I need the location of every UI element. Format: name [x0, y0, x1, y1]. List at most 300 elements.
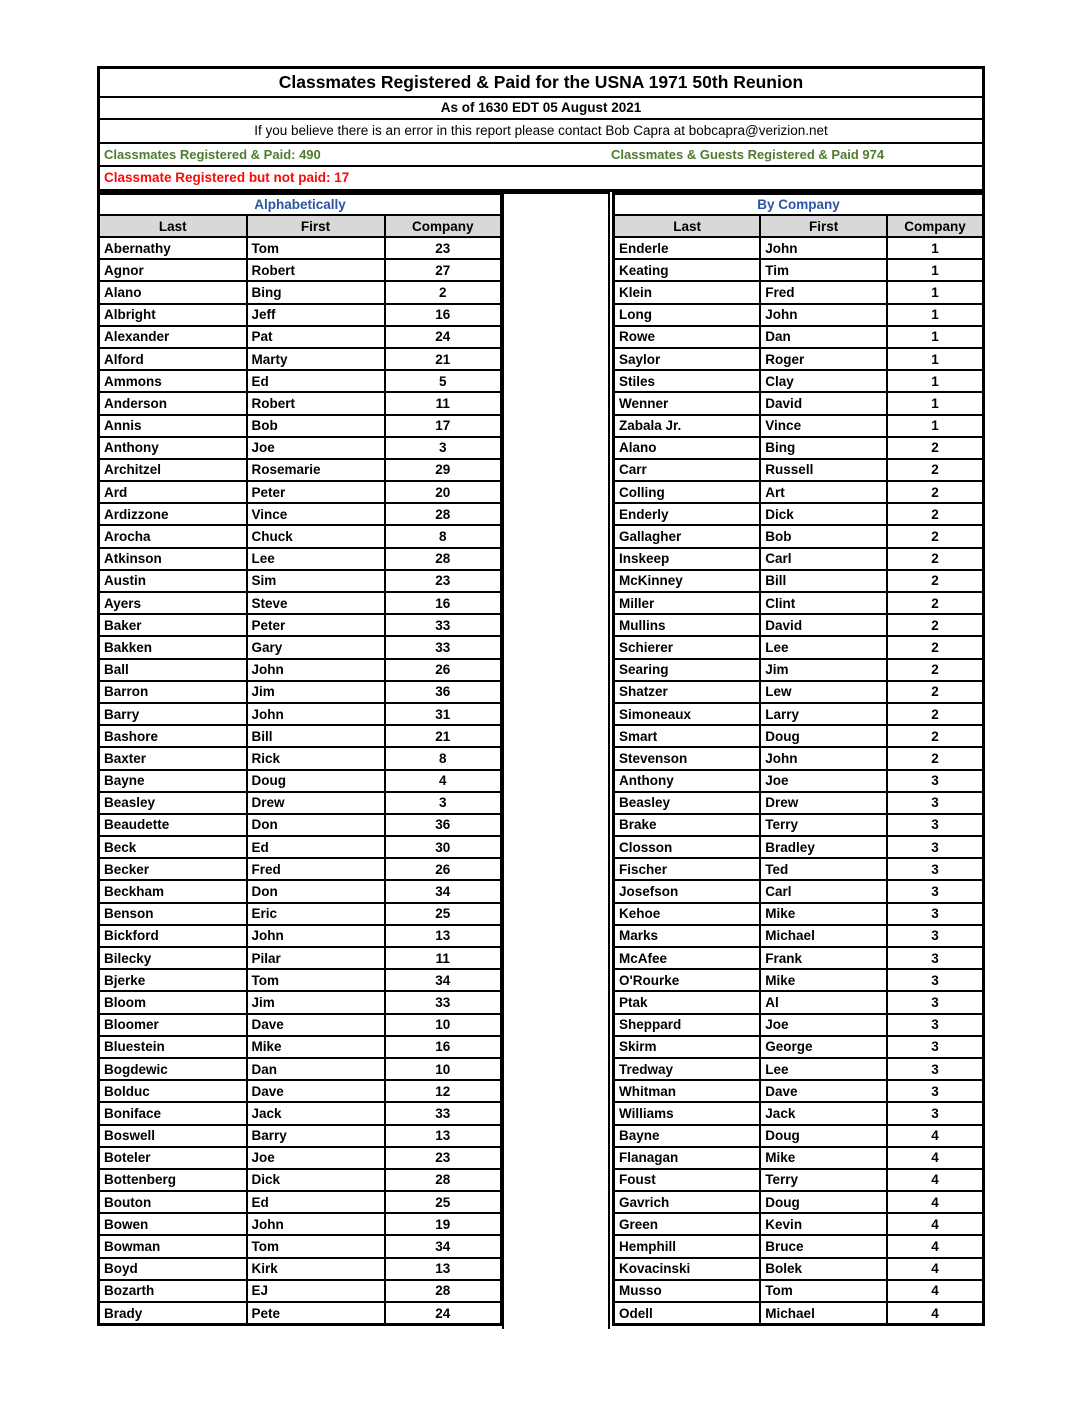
table-row — [614, 348, 984, 370]
table-row — [614, 836, 984, 858]
last-cell: Beckham — [99, 880, 247, 902]
table-row — [99, 880, 502, 902]
company-cell: 3 — [385, 437, 502, 459]
last-cell: Musso — [614, 1280, 761, 1302]
last-cell: Ard — [99, 481, 247, 503]
table-row — [614, 1191, 984, 1213]
company-cell: 2 — [887, 681, 983, 703]
table-row — [614, 947, 984, 969]
last-cell: Bakken — [99, 636, 247, 658]
company-cell: 2 — [887, 525, 983, 547]
company-cell: 3 — [887, 991, 983, 1013]
company-cell: 11 — [385, 947, 502, 969]
company-cell: 23 — [385, 237, 502, 259]
first-cell: Terry — [760, 1169, 887, 1191]
first-cell: Don — [247, 880, 385, 902]
table-row — [614, 969, 984, 991]
first-cell: Pilar — [247, 947, 385, 969]
company-cell: 16 — [385, 304, 502, 326]
company-cell: 24 — [385, 1302, 502, 1325]
table-row — [614, 237, 984, 259]
last-cell: Ball — [99, 659, 247, 681]
first-cell: John — [247, 659, 385, 681]
first-cell: Vince — [247, 503, 385, 525]
last-cell: Alano — [99, 281, 247, 303]
company-cell: 2 — [385, 281, 502, 303]
table-row — [99, 259, 502, 281]
first-cell: Lee — [247, 548, 385, 570]
table-row — [614, 437, 984, 459]
company-cell: 1 — [887, 281, 983, 303]
company-cell: 21 — [385, 348, 502, 370]
first-cell: Lew — [760, 681, 887, 703]
table-row — [99, 1280, 502, 1302]
company-cell: 8 — [385, 747, 502, 769]
table-row — [99, 326, 502, 348]
last-cell: Ardizzone — [99, 503, 247, 525]
table-row — [99, 792, 502, 814]
first-cell: Vince — [760, 415, 887, 437]
table-row — [614, 415, 984, 437]
last-cell: Enderle — [614, 237, 761, 259]
table-row — [614, 1102, 984, 1124]
last-cell: Bayne — [614, 1125, 761, 1147]
company-cell: 1 — [887, 348, 983, 370]
table-row — [99, 1235, 502, 1257]
first-cell: Don — [247, 814, 385, 836]
first-cell: Bob — [760, 525, 887, 547]
table-row — [614, 525, 984, 547]
company-cell: 25 — [385, 1191, 502, 1213]
first-cell: Doug — [760, 725, 887, 747]
table-row — [99, 969, 502, 991]
company-cell: 34 — [385, 1235, 502, 1257]
last-cell: Smart — [614, 725, 761, 747]
column-header-company: Company — [385, 215, 502, 237]
company-cell: 2 — [887, 548, 983, 570]
company-cell: 4 — [887, 1280, 983, 1302]
last-cell: Beasley — [614, 792, 761, 814]
table-row — [614, 703, 984, 725]
stats-row — [100, 144, 982, 167]
last-cell: Brady — [99, 1302, 247, 1325]
company-cell: 4 — [887, 1169, 983, 1191]
company-cell: 2 — [887, 636, 983, 658]
report-sheet — [97, 66, 985, 1337]
first-cell: Dan — [760, 326, 887, 348]
first-cell: Bing — [247, 281, 385, 303]
company-cell: 2 — [887, 570, 983, 592]
table-row — [614, 1302, 984, 1325]
table-row — [614, 903, 984, 925]
first-cell: Ed — [247, 836, 385, 858]
first-cell: Doug — [760, 1125, 887, 1147]
table-row — [99, 281, 502, 303]
company-cell: 1 — [887, 370, 983, 392]
company-cell: 27 — [385, 259, 502, 281]
first-cell: Pat — [247, 326, 385, 348]
company-cell: 2 — [887, 459, 983, 481]
last-cell: Bashore — [99, 725, 247, 747]
last-cell: Closson — [614, 836, 761, 858]
last-cell: Bottenberg — [99, 1169, 247, 1191]
company-cell: 13 — [385, 1125, 502, 1147]
by-company-table-body — [614, 237, 984, 1325]
company-cell: 4 — [887, 1258, 983, 1280]
last-cell: Whitman — [614, 1080, 761, 1102]
company-cell: 21 — [385, 725, 502, 747]
table-row — [99, 392, 502, 414]
column-header-row — [614, 215, 984, 237]
last-cell: Anthony — [614, 770, 761, 792]
first-cell: Joe — [760, 1014, 887, 1036]
first-cell: Fred — [247, 858, 385, 880]
table-row — [614, 814, 984, 836]
first-cell: Sim — [247, 570, 385, 592]
company-cell: 16 — [385, 1036, 502, 1058]
table-row — [614, 792, 984, 814]
last-cell: Baxter — [99, 747, 247, 769]
first-cell: Ed — [247, 1191, 385, 1213]
table-row — [614, 725, 984, 747]
alphabetical-table — [97, 192, 503, 1326]
column-header-first: First — [760, 215, 887, 237]
column-header-company: Company — [887, 215, 983, 237]
table-row — [99, 925, 502, 947]
last-cell: Enderly — [614, 503, 761, 525]
last-cell: Albright — [99, 304, 247, 326]
last-cell: Arocha — [99, 525, 247, 547]
company-cell: 19 — [385, 1213, 502, 1235]
first-cell: Peter — [247, 481, 385, 503]
company-cell: 29 — [385, 459, 502, 481]
by-company-table — [612, 192, 985, 1326]
company-cell: 20 — [385, 481, 502, 503]
company-cell: 31 — [385, 703, 502, 725]
table-row — [614, 1036, 984, 1058]
table-row — [99, 459, 502, 481]
last-cell: Bloomer — [99, 1014, 247, 1036]
company-cell: 2 — [887, 659, 983, 681]
table-row — [99, 1080, 502, 1102]
first-cell: Roger — [760, 348, 887, 370]
table-row — [99, 991, 502, 1013]
first-cell: Lee — [760, 1058, 887, 1080]
table-row — [614, 1235, 984, 1257]
last-cell: Mullins — [614, 614, 761, 636]
first-cell: Clint — [760, 592, 887, 614]
company-cell: 2 — [887, 481, 983, 503]
table-row — [99, 1302, 502, 1325]
first-cell: Dick — [760, 503, 887, 525]
company-cell: 28 — [385, 1280, 502, 1302]
last-cell: Beaudette — [99, 814, 247, 836]
company-cell: 3 — [887, 880, 983, 902]
first-cell: Al — [760, 991, 887, 1013]
last-cell: Josefson — [614, 880, 761, 902]
company-cell: 34 — [385, 880, 502, 902]
first-cell: Art — [760, 481, 887, 503]
first-cell: Joe — [247, 1147, 385, 1169]
company-cell: 10 — [385, 1058, 502, 1080]
section-title-row — [99, 194, 502, 216]
table-row — [614, 304, 984, 326]
first-cell: Jeff — [247, 304, 385, 326]
last-cell: Bayne — [99, 770, 247, 792]
first-cell: Ed — [247, 370, 385, 392]
table-row — [614, 1080, 984, 1102]
table-row — [614, 858, 984, 880]
first-cell: Kevin — [760, 1213, 887, 1235]
company-cell: 3 — [887, 969, 983, 991]
first-cell: Tom — [247, 969, 385, 991]
last-cell: Alano — [614, 437, 761, 459]
column-header-last: Last — [614, 215, 761, 237]
last-cell: Rowe — [614, 326, 761, 348]
last-cell: Williams — [614, 1102, 761, 1124]
last-cell: Ptak — [614, 991, 761, 1013]
last-cell: Kovacinski — [614, 1258, 761, 1280]
table-row — [614, 880, 984, 902]
last-cell: Brake — [614, 814, 761, 836]
table-row — [99, 659, 502, 681]
last-cell: Miller — [614, 592, 761, 614]
table-row — [99, 814, 502, 836]
table-row — [99, 348, 502, 370]
first-cell: John — [760, 747, 887, 769]
contact-line: If you believe there is an error in this report please contact Bob Capra at bobcapra@verizion.net — [100, 120, 982, 144]
first-cell: Bradley — [760, 836, 887, 858]
company-cell: 25 — [385, 903, 502, 925]
first-cell: Drew — [247, 792, 385, 814]
table-row — [99, 592, 502, 614]
first-cell: Lee — [760, 636, 887, 658]
table-row — [614, 1258, 984, 1280]
company-cell: 2 — [887, 747, 983, 769]
table-row — [614, 570, 984, 592]
table-row — [99, 370, 502, 392]
last-cell: Boyd — [99, 1258, 247, 1280]
table-row — [614, 770, 984, 792]
last-cell: Anderson — [99, 392, 247, 414]
first-cell: John — [247, 703, 385, 725]
first-cell: John — [760, 304, 887, 326]
table-row — [614, 459, 984, 481]
table-row — [614, 991, 984, 1013]
table-row — [614, 548, 984, 570]
last-cell: Bloom — [99, 991, 247, 1013]
first-cell: Kirk — [247, 1258, 385, 1280]
last-cell: Shatzer — [614, 681, 761, 703]
last-cell: Gavrich — [614, 1191, 761, 1213]
table-row — [614, 1169, 984, 1191]
last-cell: Schierer — [614, 636, 761, 658]
first-cell: Bolek — [760, 1258, 887, 1280]
company-cell: 3 — [385, 792, 502, 814]
table-row — [99, 725, 502, 747]
first-cell: Ted — [760, 858, 887, 880]
first-cell: Drew — [760, 792, 887, 814]
company-cell: 5 — [385, 370, 502, 392]
first-cell: Dan — [247, 1058, 385, 1080]
company-cell: 28 — [385, 1169, 502, 1191]
last-cell: Inskeep — [614, 548, 761, 570]
company-cell: 33 — [385, 1102, 502, 1124]
first-cell: Tom — [247, 1235, 385, 1257]
stat-guests-paid: Classmates & Guests Registered & Paid 974 — [611, 147, 885, 162]
last-cell: Saylor — [614, 348, 761, 370]
table-row — [99, 681, 502, 703]
company-cell: 1 — [887, 326, 983, 348]
first-cell: Dave — [247, 1080, 385, 1102]
last-cell: Stevenson — [614, 747, 761, 769]
last-cell: Boteler — [99, 1147, 247, 1169]
table-row — [614, 392, 984, 414]
table-row — [99, 614, 502, 636]
first-cell: Bill — [247, 725, 385, 747]
last-cell: O'Rourke — [614, 969, 761, 991]
table-row — [99, 1191, 502, 1213]
first-cell: Joe — [247, 437, 385, 459]
last-cell: Foust — [614, 1169, 761, 1191]
company-cell: 3 — [887, 903, 983, 925]
section-title-row — [614, 194, 984, 216]
last-cell: Carr — [614, 459, 761, 481]
table-row — [614, 1280, 984, 1302]
table-row — [99, 548, 502, 570]
last-cell: Alexander — [99, 326, 247, 348]
table-row — [99, 747, 502, 769]
table-row — [99, 770, 502, 792]
last-cell: Bluestein — [99, 1036, 247, 1058]
table-row — [99, 481, 502, 503]
table-row — [99, 858, 502, 880]
company-cell: 3 — [887, 1014, 983, 1036]
last-cell: Becker — [99, 858, 247, 880]
company-cell: 2 — [887, 592, 983, 614]
report-header — [97, 66, 985, 192]
company-cell: 3 — [887, 1058, 983, 1080]
section-title-alphabetically: Alphabetically — [99, 194, 502, 216]
last-cell: Simoneaux — [614, 703, 761, 725]
first-cell: Mike — [760, 969, 887, 991]
table-row — [99, 947, 502, 969]
last-cell: Anthony — [99, 437, 247, 459]
last-cell: Wenner — [614, 392, 761, 414]
table-row — [614, 281, 984, 303]
table-row — [614, 681, 984, 703]
table-row — [614, 1147, 984, 1169]
first-cell: George — [760, 1036, 887, 1058]
first-cell: Robert — [247, 392, 385, 414]
company-cell: 12 — [385, 1080, 502, 1102]
company-cell: 1 — [887, 304, 983, 326]
last-cell: Colling — [614, 481, 761, 503]
first-cell: Joe — [760, 770, 887, 792]
last-cell: Agnor — [99, 259, 247, 281]
as-of-line: As of 1630 EDT 05 August 2021 — [100, 98, 982, 120]
last-cell: Abernathy — [99, 237, 247, 259]
company-cell: 4 — [887, 1302, 983, 1325]
last-cell: Flanagan — [614, 1147, 761, 1169]
tables-area — [97, 192, 985, 1337]
company-cell: 3 — [887, 1036, 983, 1058]
company-cell: 4 — [385, 770, 502, 792]
last-cell: Bolduc — [99, 1080, 247, 1102]
first-cell: Jim — [247, 991, 385, 1013]
table-row — [99, 1125, 502, 1147]
company-cell: 3 — [887, 770, 983, 792]
last-cell: Bjerke — [99, 969, 247, 991]
first-cell: Chuck — [247, 525, 385, 547]
company-cell: 3 — [887, 836, 983, 858]
first-cell: Robert — [247, 259, 385, 281]
last-cell: Keating — [614, 259, 761, 281]
first-cell: Clay — [760, 370, 887, 392]
last-cell: Bogdewic — [99, 1058, 247, 1080]
table-row — [99, 437, 502, 459]
first-cell: Barry — [247, 1125, 385, 1147]
column-header-first: First — [247, 215, 385, 237]
last-cell: McAfee — [614, 947, 761, 969]
section-title-by-company: By Company — [614, 194, 984, 216]
table-row — [99, 1036, 502, 1058]
table-gap-strip — [502, 192, 610, 1329]
first-cell: Doug — [760, 1191, 887, 1213]
first-cell: Tom — [760, 1280, 887, 1302]
table-row — [614, 481, 984, 503]
table-row — [614, 925, 984, 947]
company-cell: 4 — [887, 1235, 983, 1257]
last-cell: Beck — [99, 836, 247, 858]
company-cell: 24 — [385, 326, 502, 348]
company-cell: 3 — [887, 792, 983, 814]
last-cell: Architzel — [99, 459, 247, 481]
first-cell: EJ — [247, 1280, 385, 1302]
company-cell: 17 — [385, 415, 502, 437]
first-cell: Michael — [760, 1302, 887, 1325]
first-cell: David — [760, 392, 887, 414]
first-cell: Jack — [247, 1102, 385, 1124]
table-row — [99, 503, 502, 525]
company-cell: 2 — [887, 725, 983, 747]
table-row — [614, 614, 984, 636]
last-cell: Bozarth — [99, 1280, 247, 1302]
company-cell: 26 — [385, 858, 502, 880]
first-cell: Bing — [760, 437, 887, 459]
last-cell: Austin — [99, 570, 247, 592]
last-cell: Alford — [99, 348, 247, 370]
last-cell: Marks — [614, 925, 761, 947]
first-cell: Bob — [247, 415, 385, 437]
company-cell: 26 — [385, 659, 502, 681]
first-cell: Gary — [247, 636, 385, 658]
first-cell: Tim — [760, 259, 887, 281]
company-cell: 13 — [385, 1258, 502, 1280]
last-cell: Long — [614, 304, 761, 326]
first-cell: Dave — [760, 1080, 887, 1102]
last-cell: Benson — [99, 903, 247, 925]
table-row — [99, 237, 502, 259]
company-cell: 13 — [385, 925, 502, 947]
table-row — [614, 636, 984, 658]
table-row — [614, 659, 984, 681]
last-cell: Green — [614, 1213, 761, 1235]
table-row — [99, 1258, 502, 1280]
first-cell: Steve — [247, 592, 385, 614]
company-cell: 4 — [887, 1191, 983, 1213]
last-cell: Bilecky — [99, 947, 247, 969]
